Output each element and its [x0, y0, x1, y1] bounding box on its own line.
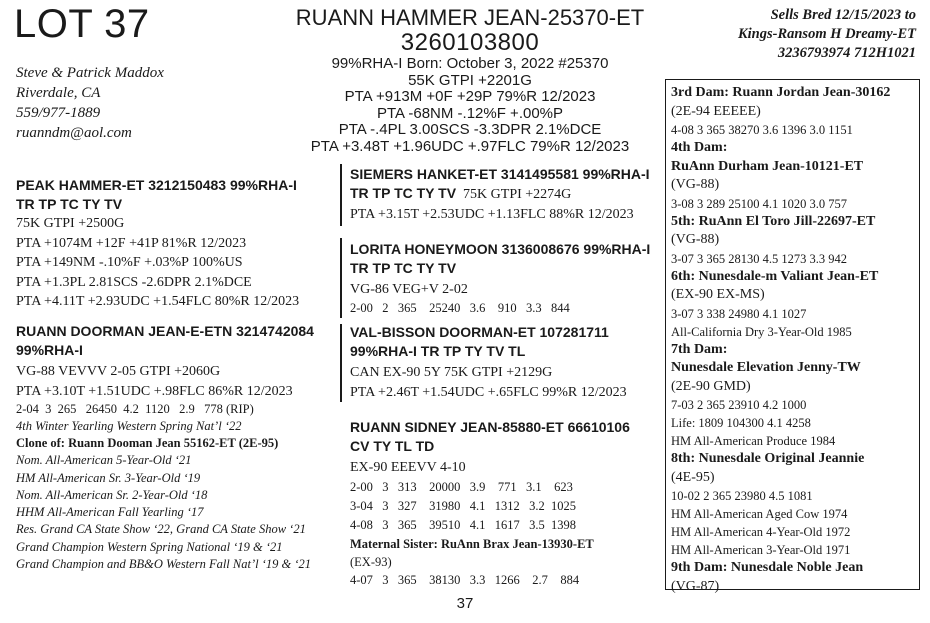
sire-line: PTA +1074M +12F +41P 81%R 12/2023	[16, 235, 247, 251]
mgs-award: 4th Winter Yearling Western Spring Nat’l ‘22	[16, 419, 242, 433]
sidney-record: 4-08 3 365 39510 4.1 1617 3.5 1398	[350, 517, 577, 532]
mgs-honor: Grand Champion and BB&O Western Fall Nat’l ‘19 & ‘21	[16, 557, 312, 572]
animal-gtpi: 55K GTPI +2201G	[408, 71, 532, 89]
animal-header	[230, 6, 710, 155]
dam-4-class: (VG-88)	[671, 177, 720, 192]
animal-birth: 99%RHA-I Born: October 3, 2022 #25370	[331, 55, 609, 72]
dam-4-record: 3-08 3 289 25100 4.1 1020 3.0 757	[671, 196, 848, 211]
dam-8-award: HM All-American Aged Cow 1974	[671, 507, 848, 521]
valbisson-traits: 99%RHA-I TR TP TY TV TL	[350, 343, 526, 359]
siemers-header: SIEMERS HANKET-ET 3141495581 99%RHA-I	[350, 166, 650, 182]
sire-line: PTA +4.11T +2.93UDC +1.54FLC 80%R 12/2023	[16, 294, 300, 309]
animal-pta-4: PTA +3.48T +1.96UDC +.97FLC 79%R 12/2023	[310, 137, 630, 155]
dam-8-head: 8th: Nunesdale Original Jeannie	[671, 451, 865, 466]
page-number: 37	[456, 595, 474, 612]
dam-7-class: (2E-90 GMD)	[671, 378, 751, 394]
dam-3-record: 4-08 3 365 38270 3.6 1396 3.0 1151	[671, 123, 853, 137]
sire-line: PTA +149NM -.10%F +.03%P 100%US	[16, 255, 243, 270]
consignor-info	[16, 63, 164, 143]
dam-6-class: (EX-90 EX-MS)	[671, 287, 765, 302]
sidney-sister-record: 4-07 3 365 38130 3.3 1266 2.7 884	[350, 572, 580, 587]
lorita-traits: TR TP TC TY TV	[350, 260, 457, 276]
valbisson-pta: PTA +2.46T +1.54UDC +.65FLC 99%R 12/2023	[350, 384, 627, 400]
valbisson-class: CAN EX-90 5Y 75K GTPI +2129G	[350, 365, 553, 380]
dam-9-head: 9th Dam: Nunesdale Noble Jean	[671, 560, 864, 575]
lorita-record: 2-00 2 365 25240 3.6 910 3.3 844	[350, 300, 570, 315]
sells-line-1: Sells Bred 12/15/2023 to	[770, 7, 916, 23]
dam-6-award: All-California Dry 3-Year-Old 1985	[671, 324, 852, 339]
dam-8-award: HM All-American 4-Year-Old 1972	[671, 525, 851, 539]
pedigree-column	[340, 164, 660, 594]
dam-6-record: 3-07 3 338 24980 4.1 1027	[671, 306, 807, 321]
mgs-honor: Nom. All-American Sr. 2-Year-Old ‘18	[16, 487, 208, 502]
valbisson-header: VAL-BISSON DOORMAN-ET 107281711	[350, 324, 609, 340]
dam-4-name: RuAnn Durham Jean-10121-ET	[671, 158, 864, 174]
dam-7-life: Life: 1809 104300 4.1 4258	[671, 416, 811, 430]
mgs-line: PTA +3.10T +1.51UDC +.98FLC 86%R 12/2023	[16, 383, 293, 399]
dam-5-class: (VG-88)	[671, 232, 720, 247]
dam-7-record: 7-03 2 365 23910 4.2 1000	[671, 398, 807, 412]
sire-traits: TR TP TC TY TV	[16, 196, 123, 212]
divider-bar	[340, 164, 342, 226]
dam-3-class: (2E-94 EEEEE)	[671, 103, 761, 119]
siemers-block	[350, 165, 650, 224]
mgs-honor: Grand Champion Western Spring National ‘19 & ‘21	[16, 539, 283, 554]
sire-block	[16, 176, 299, 312]
dam-lineage-box	[665, 79, 920, 594]
animal-registration: 3260103800	[400, 29, 540, 56]
dam-6-head: 6th: Nunesdale-m Valiant Jean-ET	[671, 268, 879, 284]
consignor-phone: 559/977-1889	[16, 105, 101, 121]
animal-pta-2: PTA -68NM -.12%F +.00%P	[376, 104, 564, 122]
dam-7-name: Nunesdale Elevation Jenny-TW	[671, 360, 861, 375]
sidney-sister-class: (EX-93)	[350, 554, 392, 569]
mgs-clone: Clone of: Ruann Dooman Jean 55162-ET (2E-95)	[16, 436, 279, 451]
mgs-header: RUANN DOORMAN JEAN-E-ETN 3214742084	[16, 323, 314, 339]
lorita-block	[350, 240, 650, 317]
animal-pta-3: PTA -.4PL 3.00SCS -3.3DPR 2.1%DCE	[338, 121, 602, 138]
dam-7-award: HM All-American Produce 1984	[671, 434, 836, 448]
siemers-traits: TR TP TC TY TV	[350, 185, 457, 201]
dam-4-head: 4th Dam:	[671, 140, 728, 155]
animal-name: RUANN HAMMER JEAN-25370-ET	[295, 5, 645, 30]
sidney-traits: CV TY TL TD	[350, 438, 435, 454]
maternal-grandsire-block	[16, 322, 314, 573]
sidney-block	[350, 418, 630, 590]
sidney-record: 2-00 3 313 20000 3.9 771 3.1 623	[350, 479, 573, 494]
sire-line: 75K GTPI +2500G	[16, 216, 125, 231]
sells-line-2: Kings-Ransom H Dreamy-ET	[737, 26, 916, 42]
mgs-record: 2-04 3 265 26450 4.2 1120 2.9 778 (RIP)	[16, 402, 254, 416]
siemers-pta: PTA +3.15T +2.53UDC +1.13FLC 88%R 12/2023	[350, 206, 634, 222]
dam-8-class: (4E-95)	[671, 469, 715, 485]
dam-5-record: 3-07 3 365 28130 4.5 1273 3.3 942	[671, 251, 848, 266]
siemers-gtpi: 75K GTPI +2274G	[463, 187, 572, 202]
sidney-header: RUANN SIDNEY JEAN-85880-ET 66610106	[350, 419, 630, 435]
divider-bar	[340, 324, 342, 402]
consignor-email: ruanndm@aol.com	[16, 125, 132, 141]
mgs-line: VG-88 VEVVV 2-05 GTPI +2060G	[16, 364, 221, 379]
dam-8-award: HM All-American 3-Year-Old 1971	[671, 543, 851, 557]
sire-header: PEAK HAMMER-ET 3212150483 99%RHA-I	[16, 177, 297, 193]
mgs-honor: HHM All-American Fall Yearling ‘17	[16, 505, 204, 520]
lot-number: LOT 37	[14, 2, 150, 46]
sidney-record: 3-04 3 327 31980 4.1 1312 3.2 1025	[350, 498, 577, 513]
divider-bar	[340, 238, 342, 318]
sidney-class: EX-90 EEEVV 4-10	[350, 460, 466, 475]
dam-5-head: 5th: RuAnn El Toro Jill-22697-ET	[671, 213, 876, 229]
sells-bred-info	[738, 6, 916, 63]
consignor-city: Riverdale, CA	[16, 85, 101, 101]
mgs-rha: 99%RHA-I	[16, 342, 83, 358]
dam-8-record: 10-02 2 365 23980 4.5 1081	[671, 489, 813, 503]
sells-line-3: 3236793974 712H1021	[777, 45, 916, 61]
valbisson-block	[350, 323, 627, 402]
dam-3-head: 3rd Dam: Ruann Jordan Jean-30162	[671, 85, 891, 100]
mgs-honor: Res. Grand CA State Show ‘22, Grand CA State Show ‘21	[16, 522, 306, 537]
lorita-header: LORITA HONEYMOON 3136008676 99%RHA-I	[350, 241, 651, 257]
dam-7-head: 7th Dam:	[671, 341, 728, 357]
dam-9-class: (VG-87)	[671, 578, 720, 594]
consignor-name: Steve & Patrick Maddox	[16, 65, 164, 81]
sidney-sister: Maternal Sister: RuAnn Brax Jean-13930-ET	[350, 536, 594, 551]
lorita-class: VG-86 VEG+V 2-02	[350, 282, 468, 297]
animal-pta-1: PTA +913M +0F +29P 79%R 12/2023	[344, 88, 596, 105]
mgs-honor: Nom. All-American 5-Year-Old ‘21	[16, 453, 192, 468]
mgs-honor: HM All-American Sr. 3-Year-Old ‘19	[16, 470, 201, 485]
sire-line: PTA +1.3PL 2.81SCS -2.6DPR 2.1%DCE	[16, 274, 252, 290]
